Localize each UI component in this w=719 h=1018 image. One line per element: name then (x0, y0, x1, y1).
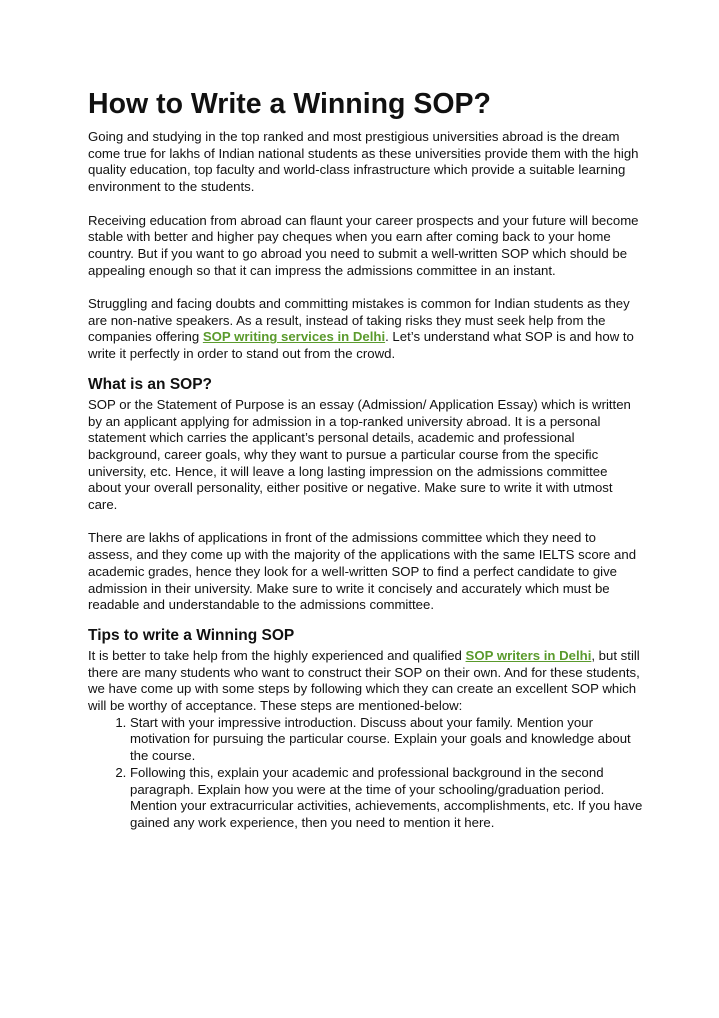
tips-steps-list (88, 715, 644, 832)
document-content (88, 86, 644, 832)
sop-writers-link[interactable]: SOP writers in Delhi (465, 647, 592, 663)
intro-paragraph-3-text-b: . Let’s understand what SOP is and how to write it perfectly in order to stand out from the crowd. (88, 329, 634, 362)
intro-paragraph-3-text-a: Struggling and facing doubts and committing mistakes is common for Indian students as they are non-native speakers. As a result, instead of taking risks they must seek help from the companies offering (88, 296, 630, 345)
what-is-paragraph-1: SOP or the Statement of Purpose is an essay (Admission/ Application Essay) which is written by an applicant applying for admission in a top-ranked university abroad. It is a personal statement which carries the applicant’s personal details, academic and professional background, career goals, why they want to pursue a particular course from the specific university, etc. Hence, it will leave a long lasting impression on the admissions committee about your overall personality, either positive or negative. Make sure to write it with utmost care. (88, 396, 631, 513)
sop-writing-services-link[interactable]: SOP writing services in Delhi (202, 329, 386, 345)
list-item: 1. Start with your impressive introduction. Discuss about your family. Mention your motivation for pursuing the particular course. Explain your goals and knowledge about the course. (130, 715, 644, 765)
intro-paragraph-1: Going and studying in the top ranked and most prestigious universities abroad is the dream come true for lakhs of Indian national students as these universities provide them with the high quality education, top faculty and world-class infrastructure which provide a suitable learning environment to the students. (88, 129, 639, 195)
what-is-paragraph-2: There are lakhs of applications in front of the admissions committee which they need to assess, and they come up with the majority of the applications with the same IELTS score and academic grades, hence they look for a well-written SOP to find a perfect candidate to give admission in their university. Make sure to write it concisely and accurately which must be readable and understandable to the admissions committee. (88, 530, 637, 613)
section-heading-tips: Tips to write a Winning SOP (88, 626, 295, 644)
intro-paragraph-3 (88, 296, 644, 363)
tips-paragraph-1 (88, 648, 644, 715)
tips-paragraph-1-text-b: , but still there are many students who want to construct their SOP on their own. And for these students, we have come up with some steps by following which they can create an excellent SOP which will be worthy of acceptance. These steps are mentioned-below: (88, 647, 640, 714)
tips-paragraph-1-text-a: It is better to take help from the highly experienced and qualified (88, 647, 466, 663)
list-item: 2. Following this, explain your academic and professional background in the second paragraph. Explain how you were at the time of your schooling/graduation period. Mention your extracurricular activities, achievements, accomplishments, etc. If you have gained any work experience, then you need to mention it here. (130, 765, 644, 832)
intro-paragraph-2: Receiving education from abroad can flaunt your career prospects and your future will become stable with better and higher pay cheques when you earn after coming back to your home country. But if you want to go abroad you need to submit a well-written SOP which should be appealing enough so that it can impress the admissions committee in an instant. (88, 212, 639, 278)
section-heading-what-is: What is an SOP? (88, 375, 213, 393)
page-title: How to Write a Winning SOP? (88, 88, 491, 120)
